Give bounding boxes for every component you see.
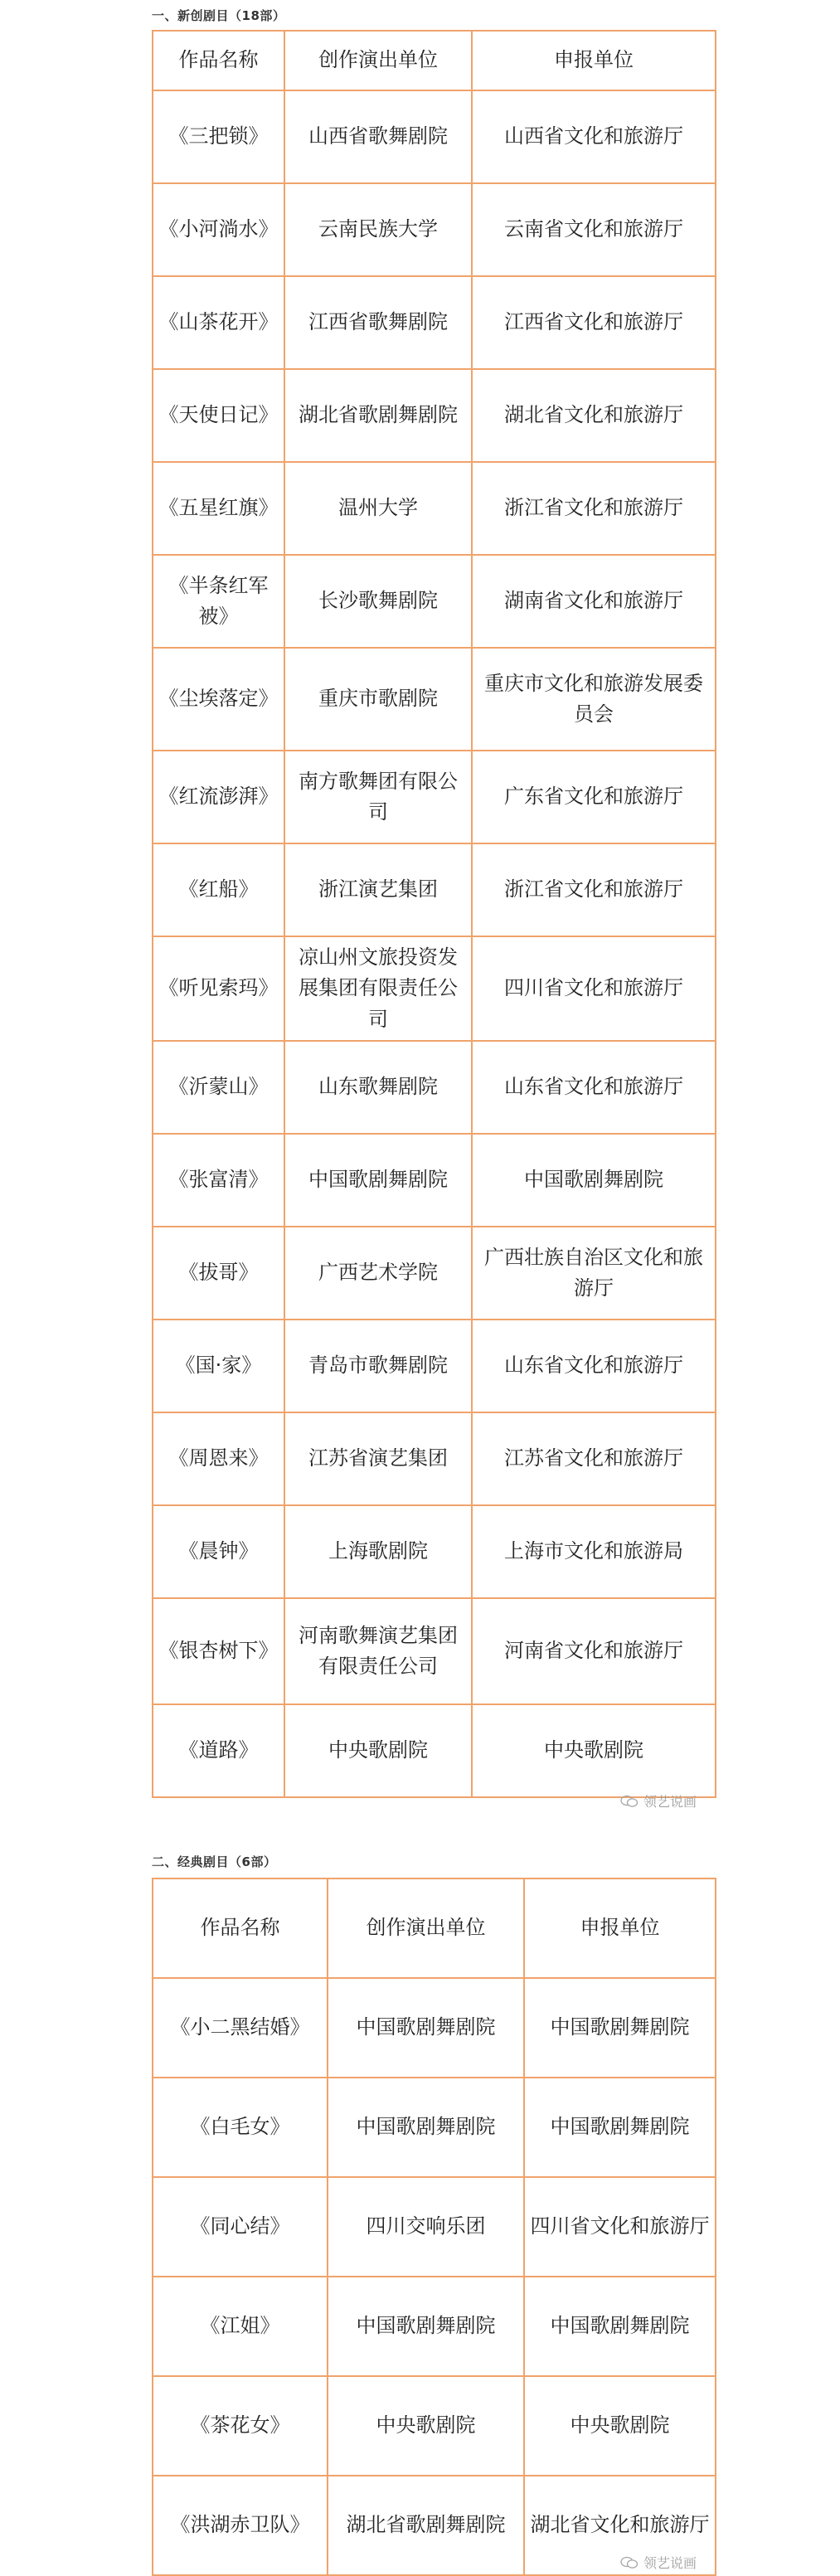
table-cell: 四川交响乐团 <box>328 2177 524 2277</box>
table-row <box>153 648 716 751</box>
table-cell: 浙江省文化和旅游厅 <box>472 843 716 936</box>
table-cell: 云南民族大学 <box>284 183 472 276</box>
table-row <box>153 1505 716 1598</box>
table-cell: 《江姐》 <box>153 2277 328 2376</box>
table-row <box>153 1978 716 2078</box>
table-row <box>153 1041 716 1134</box>
table-row <box>153 2078 716 2177</box>
table-row <box>153 183 716 276</box>
table-cell: 《尘埃落定》 <box>153 648 284 751</box>
table-cell: 山西省歌舞剧院 <box>284 90 472 183</box>
table-cell: 中央歌剧院 <box>524 2376 716 2476</box>
table-cell: 浙江演艺集团 <box>284 843 472 936</box>
table-cell: 中国歌剧舞剧院 <box>328 1978 524 2078</box>
table-cell: 浙江省文化和旅游厅 <box>472 462 716 555</box>
table-cell: 《小二黑结婚》 <box>153 1978 328 2078</box>
table-cell: 四川省文化和旅游厅 <box>472 936 716 1041</box>
table-cell: 《红船》 <box>153 843 284 936</box>
column-header: 申报单位 <box>472 31 716 90</box>
table-cell: 《天使日记》 <box>153 369 284 462</box>
table-row <box>153 1134 716 1227</box>
table-cell: 河南省文化和旅游厅 <box>472 1598 716 1704</box>
table-cell: 中国歌剧舞剧院 <box>328 2078 524 2177</box>
table-cell: 山东省文化和旅游厅 <box>472 1041 716 1134</box>
table-cell: 湖北省文化和旅游厅 <box>524 2476 716 2575</box>
table-cell: 《沂蒙山》 <box>153 1041 284 1134</box>
table-cell: 《红流澎湃》 <box>153 751 284 843</box>
table-cell: 《道路》 <box>153 1704 284 1797</box>
section-title-classic-works: 二、经典剧目（6部） <box>152 1854 277 1869</box>
table-cell: 长沙歌舞剧院 <box>284 555 472 648</box>
table-cell: 湖北省歌剧舞剧院 <box>328 2476 524 2575</box>
table-cell: 江苏省文化和旅游厅 <box>472 1412 716 1505</box>
table-cell: 山东省文化和旅游厅 <box>472 1320 716 1412</box>
table-row <box>153 1598 716 1704</box>
watermark-text: 领艺说画 <box>643 1794 697 1810</box>
table-cell: 重庆市歌剧院 <box>284 648 472 751</box>
watermark <box>620 2553 697 2572</box>
table-cell: 凉山州文旅投资发展集团有限责任公司 <box>284 936 472 1041</box>
table-header-row <box>153 31 716 90</box>
table-row <box>153 276 716 369</box>
table-cell: 《拔哥》 <box>153 1227 284 1320</box>
table-cell: 山东歌舞剧院 <box>284 1041 472 1134</box>
watermark <box>620 1791 697 1810</box>
table-cell: 湖北省文化和旅游厅 <box>472 369 716 462</box>
watermark-text: 领艺说画 <box>643 2555 697 2571</box>
column-header: 创作演出单位 <box>328 1879 524 1978</box>
column-header: 作品名称 <box>153 1879 328 1978</box>
table-cell: 《半条红军被》 <box>153 555 284 648</box>
table-cell: 中国歌剧舞剧院 <box>472 1134 716 1227</box>
table-row <box>153 1412 716 1505</box>
table-cell: 《洪湖赤卫队》 <box>153 2476 328 2575</box>
column-header: 创作演出单位 <box>284 31 472 90</box>
table-row <box>153 751 716 843</box>
table-row <box>153 1227 716 1320</box>
table-row <box>153 90 716 183</box>
table-cell: 《五星红旗》 <box>153 462 284 555</box>
table-cell: 河南歌舞演艺集团有限责任公司 <box>284 1598 472 1704</box>
table-cell: 湖北省歌剧舞剧院 <box>284 369 472 462</box>
table-cell: 青岛市歌舞剧院 <box>284 1320 472 1412</box>
table-cell: 《晨钟》 <box>153 1505 284 1598</box>
table-cell: 上海歌剧院 <box>284 1505 472 1598</box>
table-cell: 中国歌剧舞剧院 <box>524 2277 716 2376</box>
new-works-table <box>152 30 716 1798</box>
table-cell: 《国·家》 <box>153 1320 284 1412</box>
table-cell: 广东省文化和旅游厅 <box>472 751 716 843</box>
table-cell: 江西省歌舞剧院 <box>284 276 472 369</box>
table-cell: 南方歌舞团有限公司 <box>284 751 472 843</box>
table-cell: 《三把锁》 <box>153 90 284 183</box>
section-title-new-works: 一、新创剧目（18部） <box>152 8 286 23</box>
table-row <box>153 555 716 648</box>
table-cell: 重庆市文化和旅游发展委员会 <box>472 648 716 751</box>
table-row <box>153 462 716 555</box>
table-row <box>153 369 716 462</box>
wechat-icon <box>620 1795 638 1808</box>
table-cell: 《张富清》 <box>153 1134 284 1227</box>
table-cell: 中央歌剧院 <box>472 1704 716 1797</box>
table-cell: 中国歌剧舞剧院 <box>524 1978 716 2078</box>
column-header: 作品名称 <box>153 31 284 90</box>
table-cell: 江苏省演艺集团 <box>284 1412 472 1505</box>
wechat-icon <box>620 2556 638 2569</box>
table-cell: 云南省文化和旅游厅 <box>472 183 716 276</box>
table-cell: 《小河淌水》 <box>153 183 284 276</box>
table-cell: 中央歌剧院 <box>328 2376 524 2476</box>
table-header-row <box>153 1879 716 1978</box>
table-cell: 中国歌剧舞剧院 <box>328 2277 524 2376</box>
table-row <box>153 2177 716 2277</box>
table-row <box>153 843 716 936</box>
table-cell: 《听见索玛》 <box>153 936 284 1041</box>
table-cell: 上海市文化和旅游局 <box>472 1505 716 1598</box>
table-row <box>153 2277 716 2376</box>
table-row <box>153 1704 716 1797</box>
table-cell: 江西省文化和旅游厅 <box>472 276 716 369</box>
column-header: 申报单位 <box>524 1879 716 1978</box>
table-cell: 《银杏树下》 <box>153 1598 284 1704</box>
table-cell: 《茶花女》 <box>153 2376 328 2476</box>
table-cell: 四川省文化和旅游厅 <box>524 2177 716 2277</box>
table-cell: 中国歌剧舞剧院 <box>284 1134 472 1227</box>
table-cell: 广西艺术学院 <box>284 1227 472 1320</box>
table-row <box>153 2376 716 2476</box>
table-cell: 山西省文化和旅游厅 <box>472 90 716 183</box>
table-row <box>153 936 716 1041</box>
table-cell: 广西壮族自治区文化和旅游厅 <box>472 1227 716 1320</box>
table-cell: 《白毛女》 <box>153 2078 328 2177</box>
table-cell: 《周恩来》 <box>153 1412 284 1505</box>
table-cell: 湖南省文化和旅游厅 <box>472 555 716 648</box>
table-cell: 中国歌剧舞剧院 <box>524 2078 716 2177</box>
classic-works-table <box>152 1878 716 2576</box>
table-row <box>153 1320 716 1412</box>
table-cell: 温州大学 <box>284 462 472 555</box>
table-cell: 《同心结》 <box>153 2177 328 2277</box>
table-cell: 《山茶花开》 <box>153 276 284 369</box>
table-cell: 中央歌剧院 <box>284 1704 472 1797</box>
